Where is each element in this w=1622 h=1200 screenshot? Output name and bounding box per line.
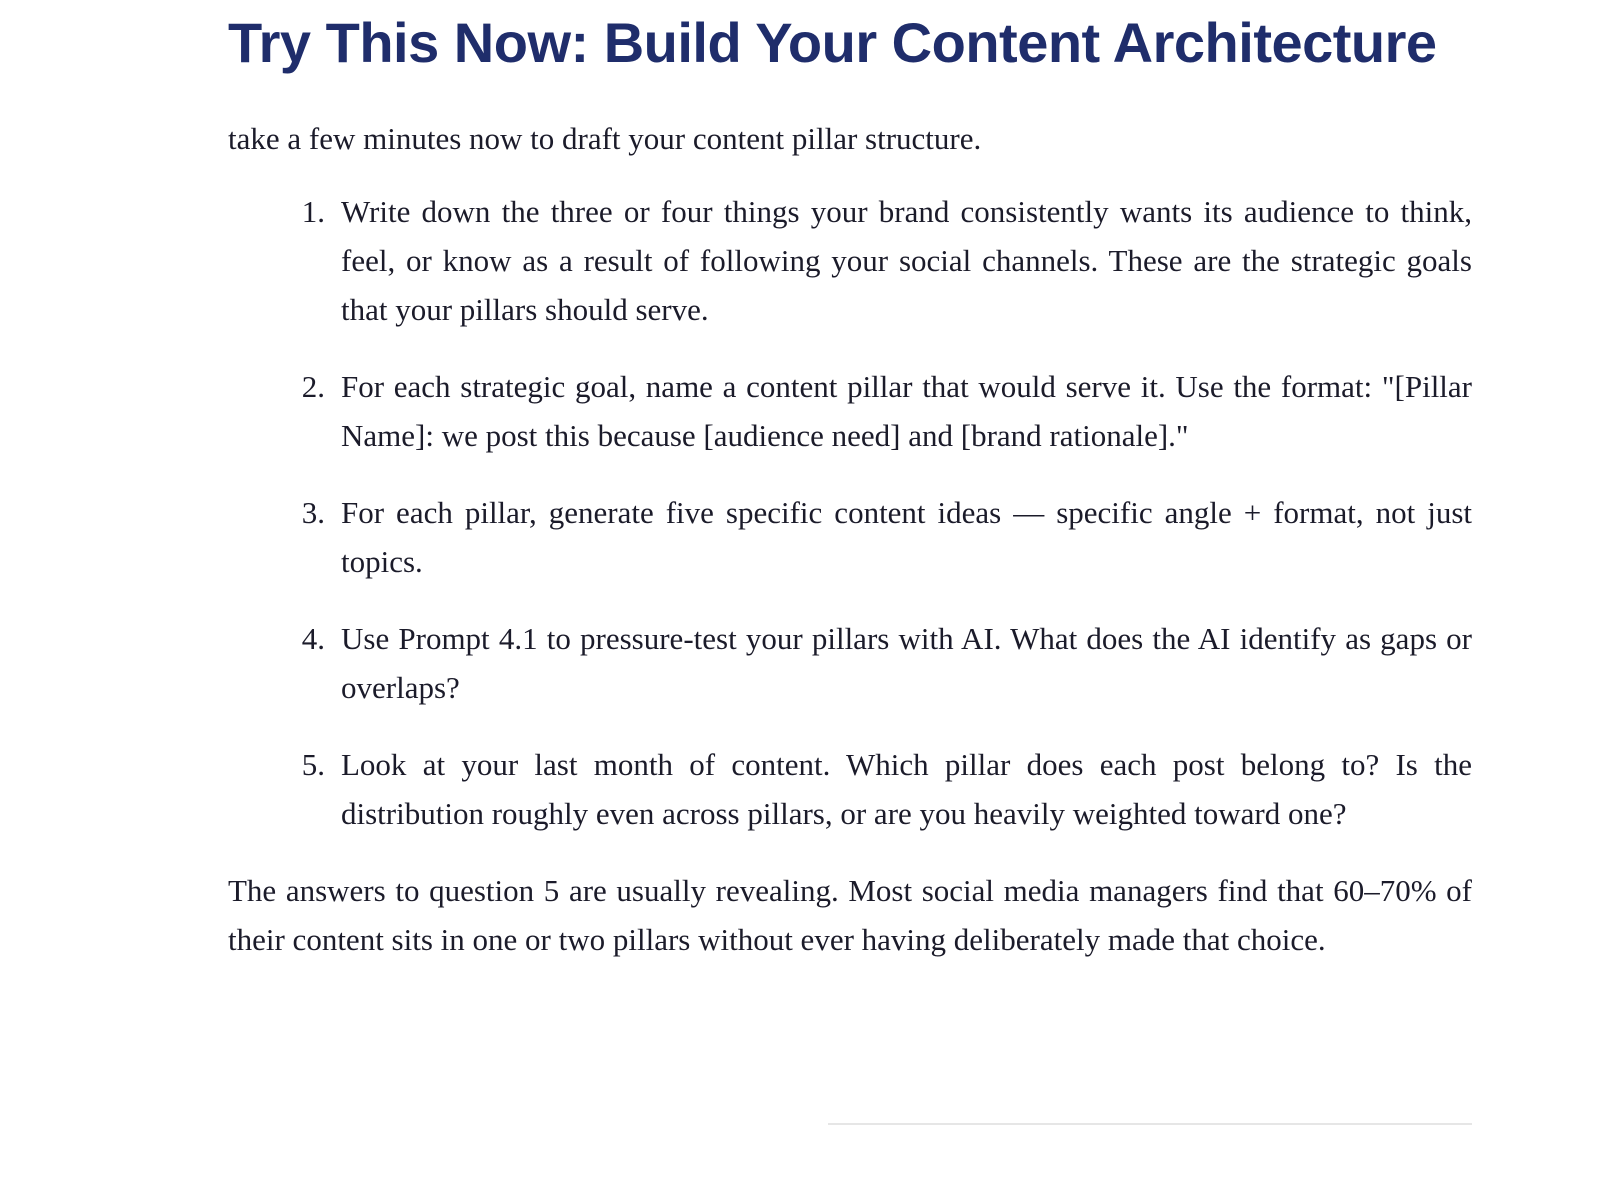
steps-list <box>228 187 1472 838</box>
intro-paragraph: take a few minutes now to draft your content pillar structure. <box>228 121 982 156</box>
section-divider <box>828 1123 1472 1125</box>
document-page <box>228 0 1472 964</box>
list-item-text: Look at your last month of content. Which pillar does each post belong to? Is the distribution roughly even across pillars, or are you heavily weighted toward one? <box>341 747 1472 831</box>
list-item-text: For each strategic goal, name a content pillar that would serve it. Use the format: "[Pillar Name]: we post this because [audience need] and [brand rationale]." <box>341 369 1472 453</box>
list-item-number: 5. <box>301 747 325 782</box>
list-item-text: Use Prompt 4.1 to pressure-test your pillars with AI. What does the AI identify as gaps or overlaps? <box>341 621 1472 705</box>
list-item <box>228 488 1472 586</box>
closing-paragraph: The answers to question 5 are usually revealing. Most social media managers find that 60–70% of their content sits in one or two pillars without ever having deliberately made that choice. <box>228 873 1472 957</box>
list-item-number: 1. <box>301 194 325 229</box>
list-item-number: 2. <box>301 369 325 404</box>
list-item <box>228 740 1472 838</box>
list-item-text: For each pillar, generate five specific content ideas — specific angle + format, not just topics. <box>341 495 1472 579</box>
list-item <box>228 362 1472 460</box>
list-item <box>228 187 1472 334</box>
list-item-number: 3. <box>301 495 325 530</box>
list-item-number: 4. <box>301 621 325 656</box>
list-item <box>228 614 1472 712</box>
list-item-text: Write down the three or four things your brand consistently wants its audience to think, feel, or know as a result of following your social channels. These are the strategic goals that your pillars should serve. <box>341 194 1472 327</box>
section-heading: Try This Now: Build Your Content Architecture <box>228 11 1437 74</box>
